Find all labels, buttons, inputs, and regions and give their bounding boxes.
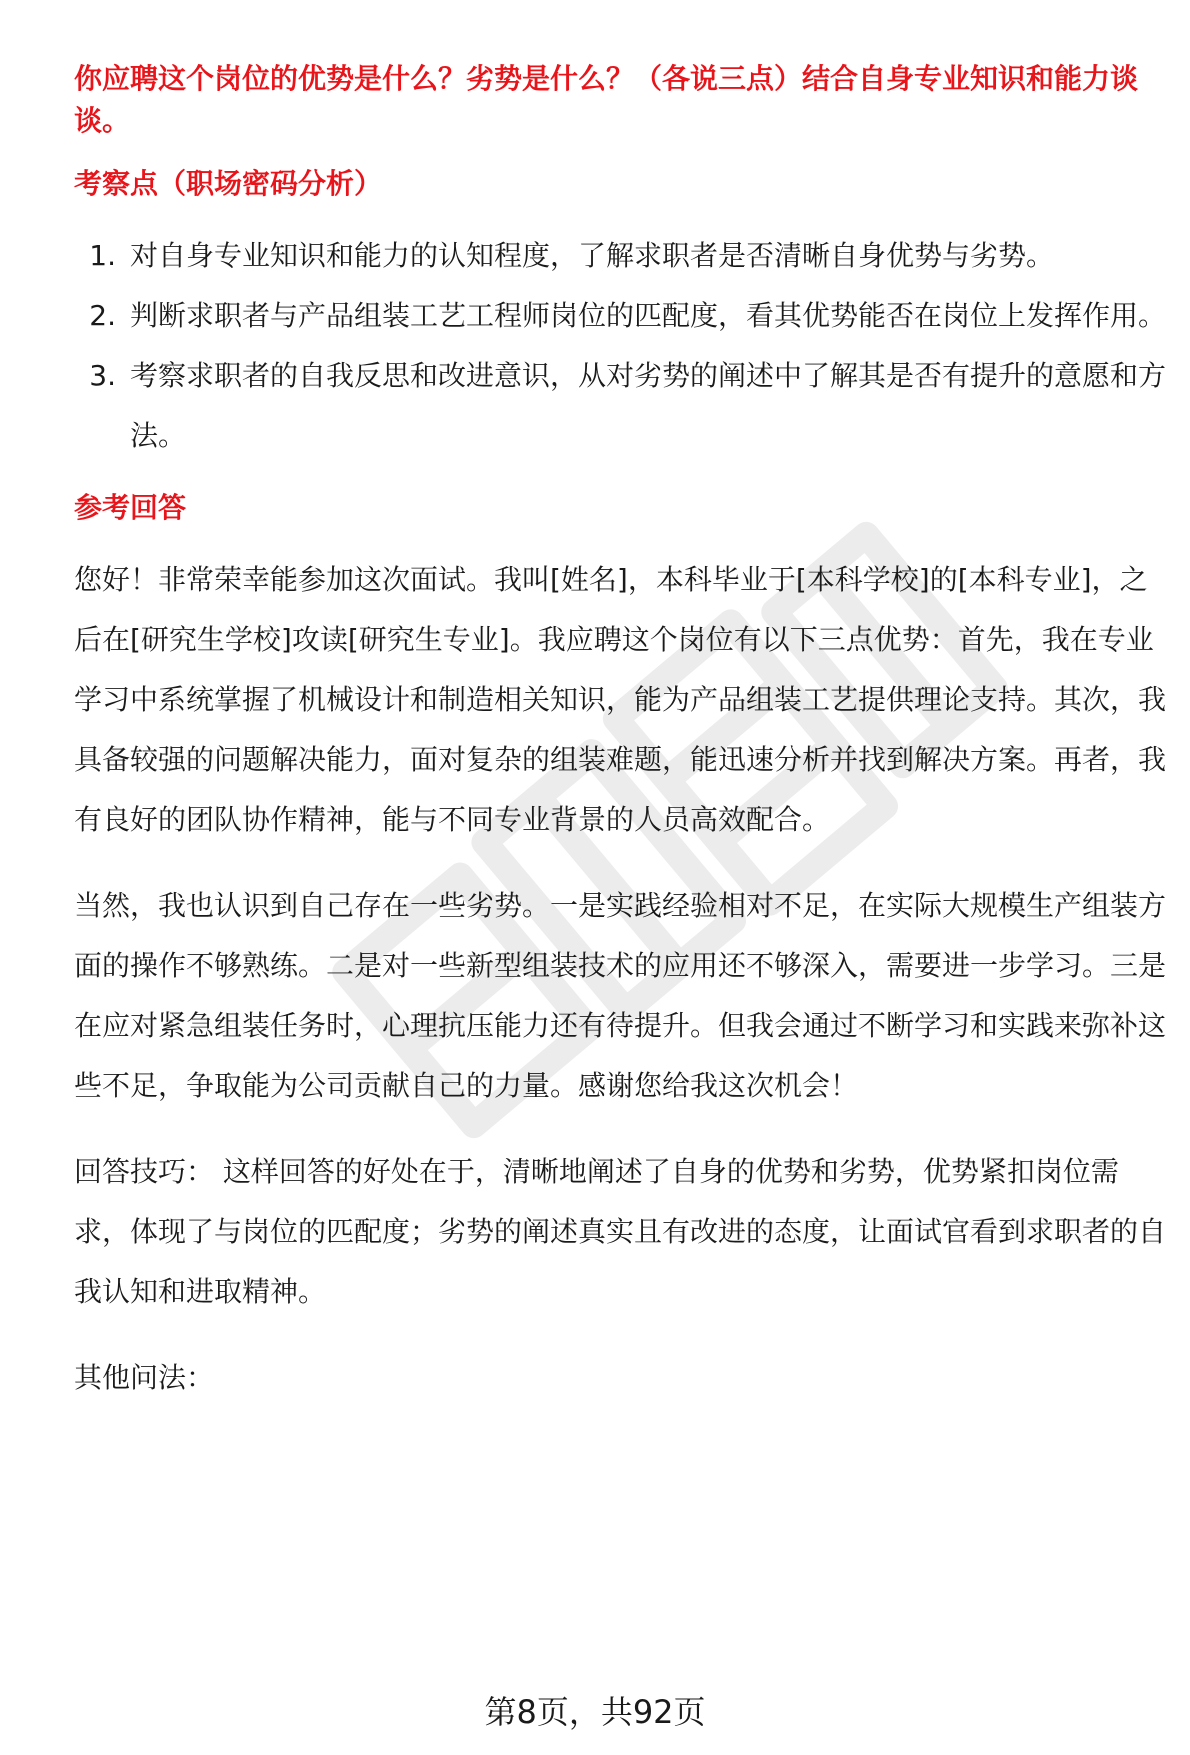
list-item-text: 考察求职者的自我反思和改进意识，从对劣势的阐述中了解其是否有提升的意愿和方法。: [130, 359, 1167, 452]
answer-paragraph-weaknesses: 当然，我也认识到自己存在一些劣势。一是实践经验相对不足，在实际大规模生产组装方面的操作不够熟练。二是对一些新型组装技术的应用还不够深入，需要进一步学习。三是在应对紧急组装任务时，心理抗压能力还有待提升。但我会通过不断学习和实践来弥补这些不足，争取能为公司贡献自己的力量。感谢您给我这次机会！: [74, 889, 1167, 1102]
document-page: [74, 58, 1170, 1408]
answer-heading: 参考回答: [74, 491, 187, 524]
list-item-text: 对自身专业知识和能力的认知程度，了解求职者是否清晰自身优势与劣势。: [130, 239, 1055, 272]
list-item-number: 3.: [89, 359, 116, 392]
list-item: [74, 286, 1170, 346]
answer-paragraph-strengths: 您好！非常荣幸能参加这次面试。我叫[姓名]，本科毕业于[本科学校]的[本科专业]，之后在[研究生学校]攻读[研究生专业]。我应聘这个岗位有以下三点优势：首先，我在专业学习中系统掌握了机械设计和制造相关知识，能为产品组装工艺提供理论支持。其次，我具备较强的问题解决能力，面对复杂的组装难题，能迅速分析并找到解决方案。再者，我有良好的团队协作精神，能与不同专业背景的人员高效配合。: [74, 563, 1167, 836]
list-item: [74, 226, 1170, 286]
other-phrasings-label: 其他问法：: [74, 1361, 215, 1394]
list-item-number: 1.: [89, 239, 116, 272]
list-item: [74, 346, 1170, 466]
exam-points-heading: 考察点（职场密码分析）: [74, 167, 383, 200]
page-number-footer: 第8页，共92页: [484, 1693, 706, 1731]
answer-tips: 回答技巧： 这样回答的好处在于，清晰地阐述了自身的优势和劣势，优势紧扣岗位需求，体现了与岗位的匹配度；劣势的阐述真实且有改进的态度，让面试官看到求职者的自我认知和进取精神。: [74, 1155, 1167, 1308]
exam-points-list: [74, 226, 1170, 466]
list-item-text: 判断求职者与产品组装工艺工程师岗位的匹配度，看其优势能否在岗位上发挥作用。: [130, 299, 1167, 332]
question-title: 你应聘这个岗位的优势是什么？劣势是什么？（各说三点）结合自身专业知识和能力谈谈。: [74, 62, 1139, 137]
list-item-number: 2.: [89, 299, 116, 332]
